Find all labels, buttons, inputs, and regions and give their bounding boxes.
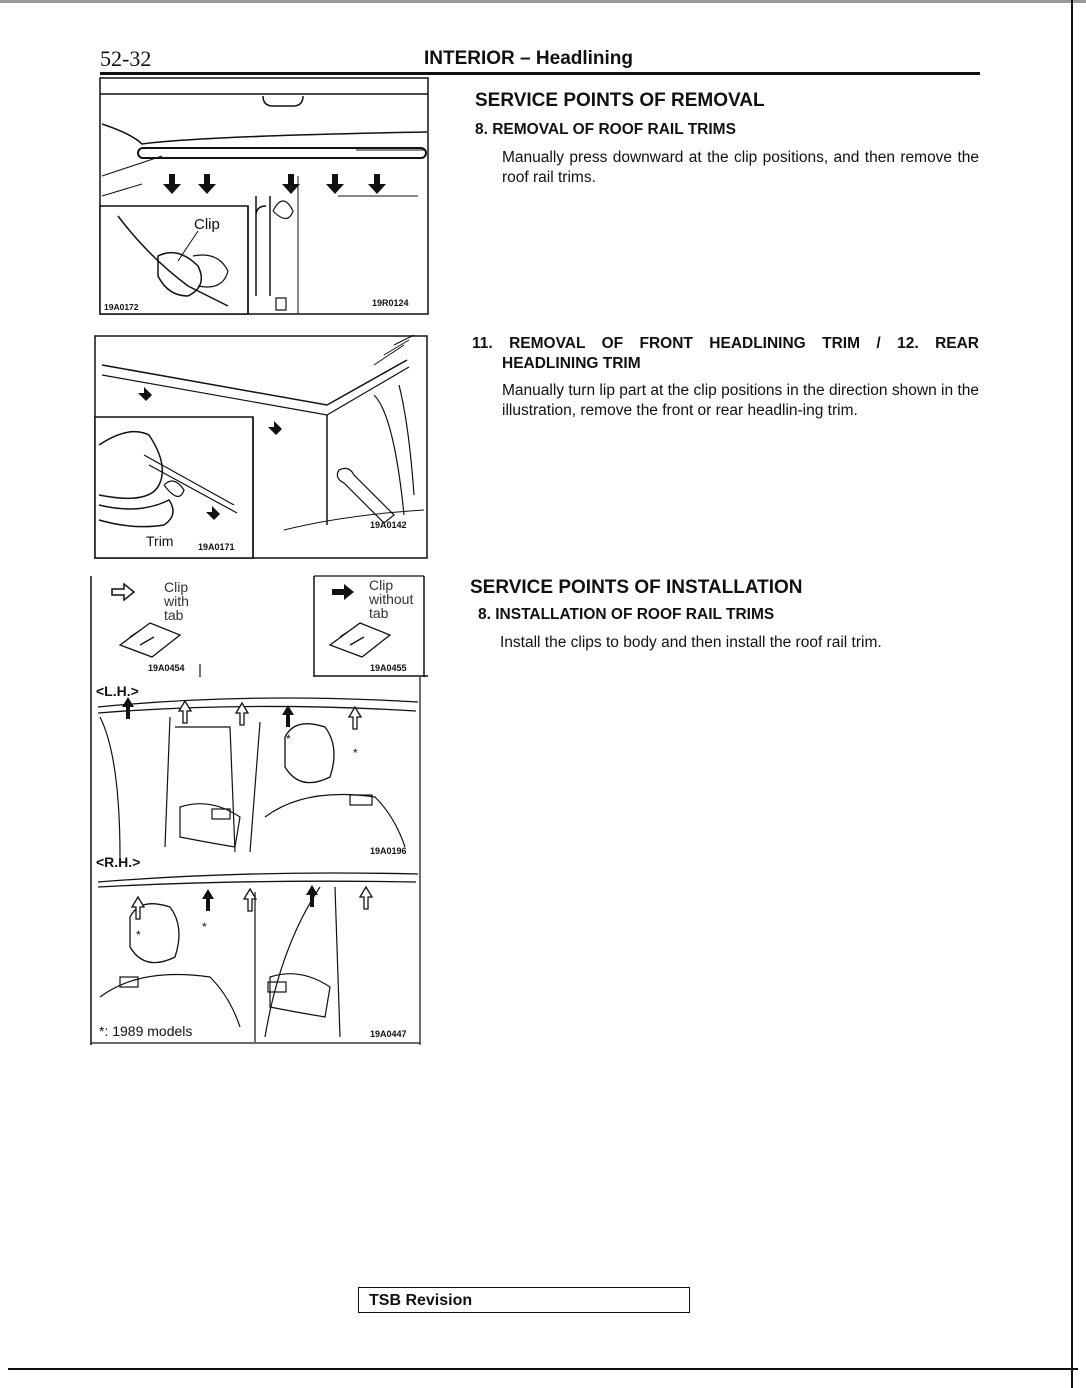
clip-with-tab-line2: with	[164, 593, 189, 609]
figure-code-rh: 19A0447	[370, 1029, 407, 1039]
removal-item11-title-line1: 11. REMOVAL OF FRONT HEADLINING TRIM / 12. REAR	[472, 335, 979, 352]
removal-item11-title-line2: HEADLINING TRIM	[502, 355, 641, 372]
page-title: INTERIOR – Headlining	[424, 48, 634, 69]
right-hand-label: <R.H.>	[96, 854, 141, 870]
figure-code-left: 19A0454	[148, 663, 185, 673]
figure-clip-positions	[90, 677, 425, 1045]
clip-without-tab-line2: without	[369, 591, 414, 607]
figure-roof-rail-trim	[98, 76, 430, 316]
figure-clip-label: Clip	[194, 216, 220, 233]
figure-code-right: 19A0142	[370, 520, 407, 530]
figure-code-right: 19A0455	[370, 663, 407, 673]
removal-item8-text: Manually press downward at the clip positions, and then remove the roof rail trims.	[502, 149, 979, 186]
figure-code-left: 19A0171	[198, 542, 235, 552]
clip-without-tab-label	[369, 578, 413, 620]
figure-code-lh: 19A0196	[370, 846, 407, 856]
top-border	[0, 0, 1086, 3]
figure-trim-label: Trim	[146, 533, 174, 549]
installation-item8-title: 8. INSTALLATION OF ROOF RAIL TRIMS	[478, 606, 775, 623]
clip-without-tab-line1: Clip	[369, 577, 394, 593]
figure-code-left: 19A0172	[104, 302, 139, 312]
tsb-revision-box: TSB Revision	[358, 1287, 690, 1313]
figure-code-right: 19R0124	[372, 298, 409, 308]
left-hand-label: <L.H.>	[96, 683, 139, 699]
figure-headlining-trim	[94, 335, 428, 560]
page-number: 52-32	[100, 46, 152, 71]
installation-item8-text: Install the clips to body and then install the roof rail trim.	[500, 634, 882, 651]
svg-text:*: *	[286, 732, 291, 746]
figure-footnote: *: 1989 models	[96, 1023, 195, 1039]
clip-without-tab-line3: tab	[369, 605, 389, 621]
removal-item8-title: 8. REMOVAL OF ROOF RAIL TRIMS	[475, 121, 736, 138]
clip-with-tab-line3: tab	[164, 607, 184, 623]
bottom-rule	[8, 1368, 1078, 1370]
clip-with-tab-line1: Clip	[164, 579, 189, 595]
right-border	[1071, 0, 1073, 1388]
removal-item11-text: Manually turn lip part at the clip positions in the direction shown in the illustration, remove the front or rear headlin-ing trim.	[502, 382, 979, 419]
installation-heading: SERVICE POINTS OF INSTALLATION	[470, 577, 803, 598]
svg-text:*: *	[136, 928, 141, 942]
svg-text:*: *	[353, 746, 358, 760]
clip-with-tab-label	[164, 580, 189, 622]
header-rule	[100, 72, 980, 75]
figure-clip-types	[90, 575, 430, 677]
svg-text:*: *	[202, 920, 207, 934]
removal-heading: SERVICE POINTS OF REMOVAL	[475, 90, 765, 111]
